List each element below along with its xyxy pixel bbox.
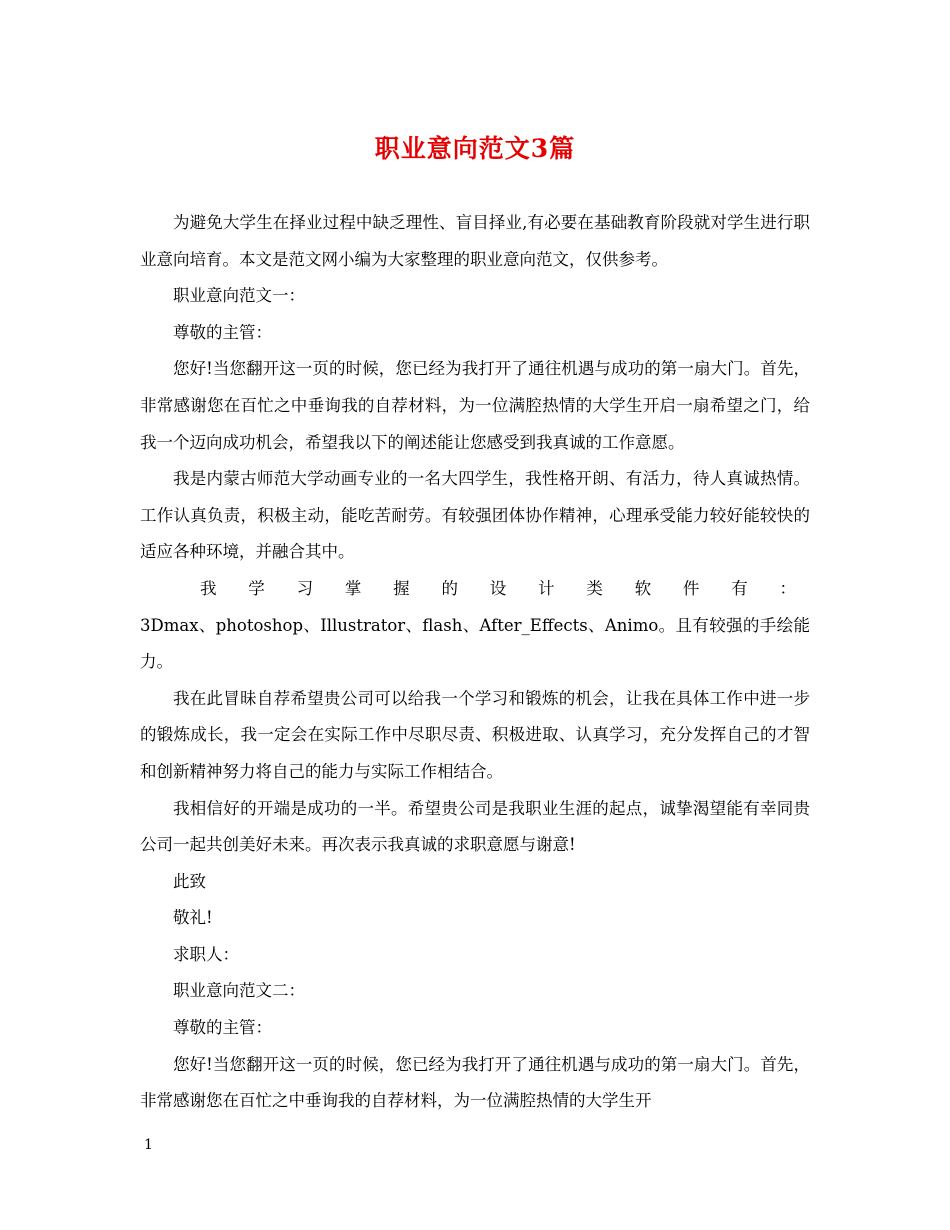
- paragraph-software-lead: 我学习掌握的设计类软件有：: [200, 578, 810, 598]
- paragraph-applicant: 求职人：: [173, 944, 239, 964]
- paragraph-greeting-2: 您好!当您翻开这一页的时候，您已经为我打开了通往机遇与成功的第一扇大门。首先，非常感谢您在百忙之中垂询我的自荐材料，为一位满腔热情的大学生开: [140, 1054, 810, 1111]
- paragraph-greeting: 您好!当您翻开这一页的时候，您已经为我打开了通往机遇与成功的第一扇大门。首先，非常感谢您在百忙之中垂询我的自荐材料，为一位满腔热情的大学生开启一扇希望之门，给我一个迈向成功机会，希望我以下的阐述能让您感受到我真诚的工作意愿。: [140, 359, 810, 452]
- paragraph-intro: 为避免大学生在择业过程中缺乏理性、盲目择业,有必要在基础教育阶段就对学生进行职业意向培育。本文是范文网小编为大家整理的职业意向范文，仅供参考。: [140, 213, 810, 269]
- page-number: 1: [144, 1137, 153, 1153]
- document-body: [140, 205, 810, 1120]
- paragraph-salutation: 尊敬的主管：: [173, 322, 272, 342]
- paragraph-closing: 我相信好的开端是成功的一半。希望贵公司是我职业生涯的起点，诚挚渴望能有幸同贵公司一起共创美好未来。再次表示我真诚的求职意愿与谢意!: [140, 798, 810, 855]
- paragraph-salutation-2: 尊敬的主管：: [173, 1018, 272, 1038]
- paragraph-section-two-heading: 职业意向范文二：: [173, 981, 305, 1001]
- page-title: 职业意向范文3篇: [374, 134, 576, 163]
- paragraph-request: 我在此冒昧自荐希望贵公司可以给我一个学习和锻炼的机会，让我在具体工作中进一步的锻炼成长，我一定会在实际工作中尽职尽责、积极进取、认真学习，充分发挥自己的才智和创新精神努力将自己的能力与实际工作相结合。: [140, 688, 810, 781]
- paragraph-section-one-heading: 职业意向范文一：: [173, 286, 305, 306]
- paragraph-software-list: 3Dmax、photoshop、Illustrator、flash、After_Effects、Animo。且有较强的手绘能力。: [140, 615, 810, 672]
- paragraph-sign-off-2: 敬礼!: [173, 908, 213, 928]
- paragraph-self-intro: 我是内蒙古师范大学动画专业的一名大四学生，我性格开朗、有活力，待人真诚热情。工作认真负责，积极主动，能吃苦耐劳。有较强团体协作精神，心理承受能力较好能较快的适应各种环境，并融合其中。: [140, 469, 810, 562]
- paragraph-sign-off-1: 此致: [173, 871, 206, 891]
